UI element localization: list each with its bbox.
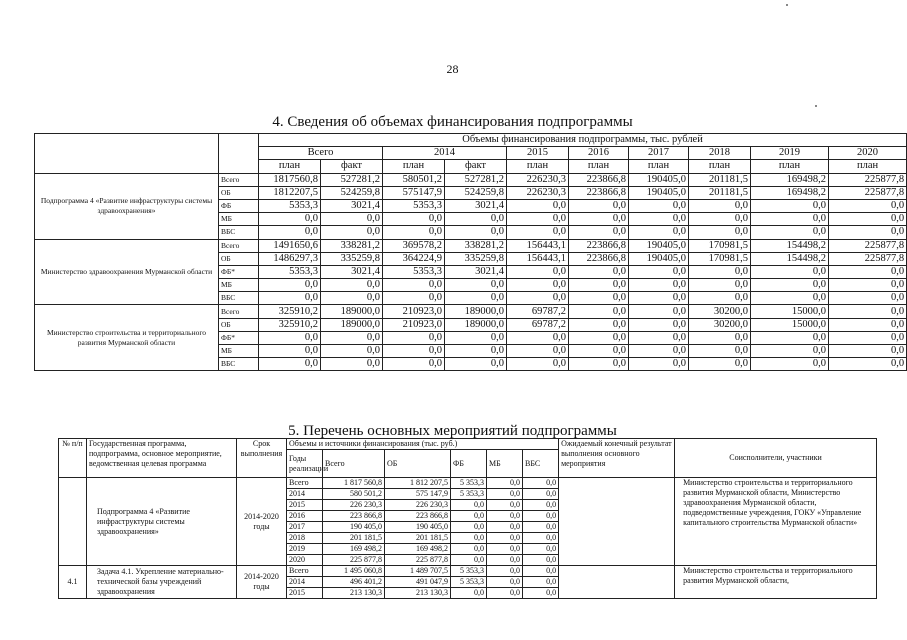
value-cell: 0,0	[383, 226, 445, 239]
source-category: ОБ	[219, 252, 259, 265]
value-cell: 0,0	[445, 292, 507, 305]
measure-result	[559, 478, 675, 566]
year-header: 2019	[751, 147, 829, 160]
funding-ob: 1 812 207,5	[385, 478, 451, 489]
funding-total: 1 495 060,8	[323, 566, 385, 577]
value-cell: 575147,9	[383, 186, 445, 199]
value-cell: 189000,0	[321, 318, 383, 331]
source-category: ФБ*	[219, 265, 259, 278]
value-cell: 0,0	[689, 279, 751, 292]
value-cell: 0,0	[829, 318, 907, 331]
value-cell: 170981,5	[689, 252, 751, 265]
measure-program: Подпрограмма 4 «Развитие инфраструктуры системы здравоохранения»	[87, 478, 237, 566]
funding-vbs: 0,0	[523, 522, 559, 533]
source-category: ОБ	[219, 186, 259, 199]
value-cell: 0,0	[751, 226, 829, 239]
value-cell: 0,0	[259, 213, 321, 226]
funding-vbs: 0,0	[523, 555, 559, 566]
value-cell: 0,0	[569, 358, 629, 371]
value-cell: 0,0	[445, 226, 507, 239]
funding-fb: 0,0	[451, 511, 487, 522]
value-cell: 0,0	[569, 226, 629, 239]
value-cell: 335259,8	[321, 252, 383, 265]
value-cell: 0,0	[321, 292, 383, 305]
value-cell: 338281,2	[321, 239, 383, 252]
value-cell: 0,0	[569, 199, 629, 212]
measure-term: 2014-2020 годы	[237, 478, 287, 566]
value-cell: 0,0	[569, 265, 629, 278]
value-cell: 190405,0	[629, 173, 689, 186]
funding-mb: 0,0	[487, 478, 523, 489]
value-cell: 154498,2	[751, 252, 829, 265]
subheader-cell: план	[689, 160, 751, 173]
col-executors-header: Соисполнители, участники	[675, 439, 877, 478]
funding-vbs: 0,0	[523, 489, 559, 500]
group-name: Министерство здравоохранения Мурманской области	[35, 239, 219, 305]
table-row	[35, 239, 907, 252]
funding-year: 2020	[287, 555, 323, 566]
source-category: МБ	[219, 279, 259, 292]
value-cell: 0,0	[259, 226, 321, 239]
funding-mb: 0,0	[487, 500, 523, 511]
value-cell: 0,0	[629, 279, 689, 292]
funding-mb: 0,0	[487, 544, 523, 555]
funding-total: 190 405,0	[323, 522, 385, 533]
funding-mb: 0,0	[487, 489, 523, 500]
measure-program: Задача 4.1. Укрепление материально-технической базы учреждений здравоохранения	[87, 566, 237, 599]
value-cell: 5353,3	[383, 199, 445, 212]
funding-year: Всего	[287, 566, 323, 577]
header-empty	[219, 134, 259, 174]
col-term-header: Срок выполнения	[237, 439, 287, 478]
year-header: 2018	[689, 147, 751, 160]
value-cell: 524259,8	[321, 186, 383, 199]
value-cell: 0,0	[383, 331, 445, 344]
funding-fb: 0,0	[451, 522, 487, 533]
value-cell: 0,0	[629, 213, 689, 226]
value-cell: 0,0	[689, 226, 751, 239]
value-cell: 1486297,3	[259, 252, 321, 265]
value-cell: 0,0	[689, 358, 751, 371]
year-header: 2014	[383, 147, 507, 160]
value-cell: 527281,2	[321, 173, 383, 186]
value-cell: 0,0	[321, 345, 383, 358]
funding-fb: 5 353,3	[451, 566, 487, 577]
value-cell: 0,0	[829, 345, 907, 358]
value-cell: 156443,1	[507, 252, 569, 265]
table-row	[59, 478, 877, 489]
value-cell: 325910,2	[259, 305, 321, 318]
value-cell: 0,0	[507, 279, 569, 292]
value-cell: 190405,0	[629, 239, 689, 252]
subheader-cell: план	[507, 160, 569, 173]
value-cell: 169498,2	[751, 186, 829, 199]
funding-vbs: 0,0	[523, 478, 559, 489]
value-cell: 0,0	[751, 345, 829, 358]
subheader-cell: план	[383, 160, 445, 173]
value-cell: 0,0	[383, 358, 445, 371]
value-cell: 1812207,5	[259, 186, 321, 199]
value-cell: 0,0	[259, 292, 321, 305]
funding-mb: 0,0	[487, 511, 523, 522]
funding-vbs: 0,0	[523, 577, 559, 588]
funding-ob: 1 489 707,5	[385, 566, 451, 577]
value-cell: 0,0	[689, 265, 751, 278]
col-fb-header: ФБ	[451, 450, 487, 478]
value-cell: 338281,2	[445, 239, 507, 252]
value-cell: 0,0	[507, 358, 569, 371]
funding-total: 225 877,8	[323, 555, 385, 566]
value-cell: 30200,0	[689, 305, 751, 318]
value-cell: 0,0	[751, 331, 829, 344]
funding-ob: 201 181,5	[385, 533, 451, 544]
funding-total: 1 817 560,8	[323, 478, 385, 489]
funding-total: 226 230,3	[323, 500, 385, 511]
value-cell: 0,0	[751, 213, 829, 226]
value-cell: 0,0	[829, 226, 907, 239]
value-cell: 3021,4	[321, 199, 383, 212]
funding-fb: 0,0	[451, 555, 487, 566]
value-cell: 5353,3	[383, 265, 445, 278]
value-cell: 0,0	[629, 292, 689, 305]
funding-ob: 223 866,8	[385, 511, 451, 522]
value-cell: 201181,5	[689, 173, 751, 186]
value-cell: 580501,2	[383, 173, 445, 186]
value-cell: 0,0	[321, 279, 383, 292]
funding-year: 2016	[287, 511, 323, 522]
value-cell: 0,0	[383, 345, 445, 358]
value-cell: 3021,4	[445, 265, 507, 278]
value-cell: 0,0	[383, 279, 445, 292]
value-cell: 189000,0	[321, 305, 383, 318]
value-cell: 226230,3	[507, 173, 569, 186]
value-cell: 0,0	[259, 345, 321, 358]
value-cell: 0,0	[629, 345, 689, 358]
value-cell: 0,0	[751, 279, 829, 292]
funding-year: 2019	[287, 544, 323, 555]
funding-ob: 169 498,2	[385, 544, 451, 555]
value-cell: 0,0	[321, 331, 383, 344]
funding-year: 2014	[287, 489, 323, 500]
funding-table	[34, 133, 907, 371]
value-cell: 1491650,6	[259, 239, 321, 252]
funding-total: 213 130,3	[323, 588, 385, 599]
year-header: Всего	[259, 147, 383, 160]
value-cell: 325910,2	[259, 318, 321, 331]
value-cell: 0,0	[321, 358, 383, 371]
header-empty	[35, 134, 219, 174]
funding-vbs: 0,0	[523, 500, 559, 511]
funding-total: 201 181,5	[323, 533, 385, 544]
value-cell: 0,0	[507, 345, 569, 358]
source-category: ФБ	[219, 199, 259, 212]
source-category: Всего	[219, 239, 259, 252]
value-cell: 190405,0	[629, 186, 689, 199]
subheader-cell: факт	[321, 160, 383, 173]
value-cell: 0,0	[445, 358, 507, 371]
source-category: МБ	[219, 213, 259, 226]
funding-fb: 5 353,3	[451, 478, 487, 489]
table-row	[59, 566, 877, 577]
value-cell: 210923,0	[383, 305, 445, 318]
value-cell: 226230,3	[507, 186, 569, 199]
funding-mb: 0,0	[487, 533, 523, 544]
value-cell: 0,0	[507, 331, 569, 344]
value-cell: 30200,0	[689, 318, 751, 331]
value-cell: 0,0	[569, 279, 629, 292]
funding-fb: 0,0	[451, 533, 487, 544]
funding-vbs: 0,0	[523, 544, 559, 555]
value-cell: 223866,8	[569, 186, 629, 199]
col-total-header: Всего	[323, 450, 385, 478]
value-cell: 0,0	[829, 331, 907, 344]
value-cell: 223866,8	[569, 173, 629, 186]
value-cell: 69787,2	[507, 305, 569, 318]
table-row	[35, 173, 907, 186]
funding-ob: 190 405,0	[385, 522, 451, 533]
value-cell: 0,0	[629, 226, 689, 239]
col-vbs-header: ВБС	[523, 450, 559, 478]
value-cell: 0,0	[751, 199, 829, 212]
source-category: ОБ	[219, 318, 259, 331]
source-category: Всего	[219, 305, 259, 318]
funding-total: 223 866,8	[323, 511, 385, 522]
value-cell: 69787,2	[507, 318, 569, 331]
col-ob-header: ОБ	[385, 450, 451, 478]
value-cell: 0,0	[829, 358, 907, 371]
subheader-cell: план	[569, 160, 629, 173]
subheader-cell: план	[629, 160, 689, 173]
col-program-header: Государственная программа, подпрограмма, основное мероприятие, ведомственная целевая программа	[87, 439, 237, 478]
value-cell: 335259,8	[445, 252, 507, 265]
section5-title: 5. Перечень основных мероприятий подпрограммы	[288, 423, 617, 439]
funding-vbs: 0,0	[523, 511, 559, 522]
value-cell: 0,0	[751, 358, 829, 371]
value-cell: 3021,4	[445, 199, 507, 212]
subheader-cell: план	[259, 160, 321, 173]
funding-mb: 0,0	[487, 588, 523, 599]
value-cell: 5353,3	[259, 199, 321, 212]
value-cell: 0,0	[629, 358, 689, 371]
measure-executors: Министерство строительства и территориального развития Мурманской области, Министерство здравоохранения Мурманской области, подведомственные учреждения, ГОКУ «Управление капитального строительства Мурманской области»	[675, 478, 877, 566]
value-cell: 0,0	[383, 292, 445, 305]
value-cell: 0,0	[507, 213, 569, 226]
col-years-header: Годы реализации	[287, 450, 323, 478]
funding-header: Объемы финансирования подпрограммы, тыс. рублей	[259, 134, 907, 147]
value-cell: 0,0	[569, 292, 629, 305]
funding-ob: 575 147,9	[385, 489, 451, 500]
col-num-header: № п/п	[59, 439, 87, 478]
value-cell: 225877,8	[829, 173, 907, 186]
value-cell: 189000,0	[445, 318, 507, 331]
value-cell: 0,0	[259, 358, 321, 371]
value-cell: 0,0	[507, 199, 569, 212]
source-category: ВБС	[219, 292, 259, 305]
value-cell: 0,0	[689, 292, 751, 305]
year-header: 2020	[829, 147, 907, 160]
funding-year: 2014	[287, 577, 323, 588]
funding-vbs: 0,0	[523, 533, 559, 544]
subheader-cell: план	[829, 160, 907, 173]
table-row	[35, 305, 907, 318]
value-cell: 0,0	[321, 213, 383, 226]
col-result-header: Ожидаемый конечный результат выполнения основного мероприятия	[559, 439, 675, 478]
value-cell: 0,0	[259, 279, 321, 292]
funding-vbs: 0,0	[523, 588, 559, 599]
funding-total: 580 501,2	[323, 489, 385, 500]
value-cell: 190405,0	[629, 252, 689, 265]
value-cell: 15000,0	[751, 318, 829, 331]
funding-mb: 0,0	[487, 555, 523, 566]
value-cell: 0,0	[569, 345, 629, 358]
value-cell: 0,0	[829, 199, 907, 212]
funding-mb: 0,0	[487, 522, 523, 533]
funding-year: 2015	[287, 500, 323, 511]
value-cell: 0,0	[507, 226, 569, 239]
funding-vbs: 0,0	[523, 566, 559, 577]
value-cell: 0,0	[629, 318, 689, 331]
value-cell: 0,0	[383, 213, 445, 226]
measure-num: 4.1	[59, 566, 87, 599]
value-cell: 0,0	[629, 199, 689, 212]
value-cell: 527281,2	[445, 173, 507, 186]
funding-ob: 213 130,3	[385, 588, 451, 599]
page-number: 28	[446, 62, 459, 76]
scan-speck	[786, 4, 788, 6]
source-category: ВБС	[219, 358, 259, 371]
value-cell: 0,0	[259, 331, 321, 344]
value-cell: 0,0	[507, 292, 569, 305]
value-cell: 3021,4	[321, 265, 383, 278]
funding-year: 2017	[287, 522, 323, 533]
section4-title: 4. Сведения об объемах финансирования подпрограммы	[272, 114, 633, 130]
value-cell: 0,0	[689, 345, 751, 358]
funding-fb: 5 353,3	[451, 489, 487, 500]
value-cell: 369578,2	[383, 239, 445, 252]
measure-num	[59, 478, 87, 566]
source-category: ВБС	[219, 226, 259, 239]
col-funding-header: Объемы и источники финансирования (тыс. руб.)	[287, 439, 559, 450]
funding-fb: 0,0	[451, 588, 487, 599]
measure-term: 2014-2020 годы	[237, 566, 287, 599]
value-cell: 0,0	[829, 265, 907, 278]
value-cell: 0,0	[689, 213, 751, 226]
value-cell: 0,0	[569, 213, 629, 226]
funding-total: 496 401,2	[323, 577, 385, 588]
value-cell: 0,0	[569, 305, 629, 318]
value-cell: 223866,8	[569, 239, 629, 252]
funding-total: 169 498,2	[323, 544, 385, 555]
value-cell: 0,0	[445, 331, 507, 344]
value-cell: 170981,5	[689, 239, 751, 252]
value-cell: 0,0	[751, 265, 829, 278]
measure-result	[559, 566, 675, 599]
value-cell: 0,0	[569, 331, 629, 344]
group-name: Министерство строительства и территориального развития Мурманской области	[35, 305, 219, 371]
value-cell: 5353,3	[259, 265, 321, 278]
col-mb-header: МБ	[487, 450, 523, 478]
funding-ob: 226 230,3	[385, 500, 451, 511]
value-cell: 0,0	[629, 331, 689, 344]
year-header: 2015	[507, 147, 569, 160]
value-cell: 0,0	[829, 279, 907, 292]
value-cell: 524259,8	[445, 186, 507, 199]
value-cell: 0,0	[445, 345, 507, 358]
group-name: Подпрограмма 4 «Развитие инфраструктуры системы здравоохранения»	[35, 173, 219, 239]
value-cell: 0,0	[445, 213, 507, 226]
value-cell: 0,0	[445, 279, 507, 292]
value-cell: 210923,0	[383, 318, 445, 331]
value-cell: 154498,2	[751, 239, 829, 252]
value-cell: 189000,0	[445, 305, 507, 318]
funding-year: Всего	[287, 478, 323, 489]
funding-mb: 0,0	[487, 577, 523, 588]
funding-ob: 225 877,8	[385, 555, 451, 566]
funding-mb: 0,0	[487, 566, 523, 577]
funding-fb: 5 353,3	[451, 577, 487, 588]
value-cell: 225877,8	[829, 252, 907, 265]
value-cell: 0,0	[507, 265, 569, 278]
scan-speck	[815, 105, 817, 107]
value-cell: 156443,1	[507, 239, 569, 252]
value-cell: 0,0	[829, 305, 907, 318]
subheader-cell: факт	[445, 160, 507, 173]
funding-year: 2015	[287, 588, 323, 599]
value-cell: 364224,9	[383, 252, 445, 265]
value-cell: 0,0	[751, 292, 829, 305]
value-cell: 201181,5	[689, 186, 751, 199]
value-cell: 15000,0	[751, 305, 829, 318]
value-cell: 0,0	[629, 305, 689, 318]
value-cell: 225877,8	[829, 239, 907, 252]
value-cell: 223866,8	[569, 252, 629, 265]
value-cell: 0,0	[689, 331, 751, 344]
measure-executors: Министерство строительства и территориального развития Мурманской области,	[675, 566, 877, 599]
value-cell: 0,0	[689, 199, 751, 212]
value-cell: 0,0	[321, 226, 383, 239]
measures-table	[58, 438, 877, 599]
year-header: 2017	[629, 147, 689, 160]
funding-ob: 491 047,9	[385, 577, 451, 588]
year-header: 2016	[569, 147, 629, 160]
source-category: МБ	[219, 345, 259, 358]
value-cell: 0,0	[569, 318, 629, 331]
value-cell: 169498,2	[751, 173, 829, 186]
value-cell: 0,0	[829, 292, 907, 305]
subheader-cell: план	[751, 160, 829, 173]
value-cell: 225877,8	[829, 186, 907, 199]
source-category: ФБ*	[219, 331, 259, 344]
funding-year: 2018	[287, 533, 323, 544]
value-cell: 0,0	[629, 265, 689, 278]
funding-fb: 0,0	[451, 544, 487, 555]
source-category: Всего	[219, 173, 259, 186]
funding-fb: 0,0	[451, 500, 487, 511]
value-cell: 0,0	[829, 213, 907, 226]
value-cell: 1817560,8	[259, 173, 321, 186]
